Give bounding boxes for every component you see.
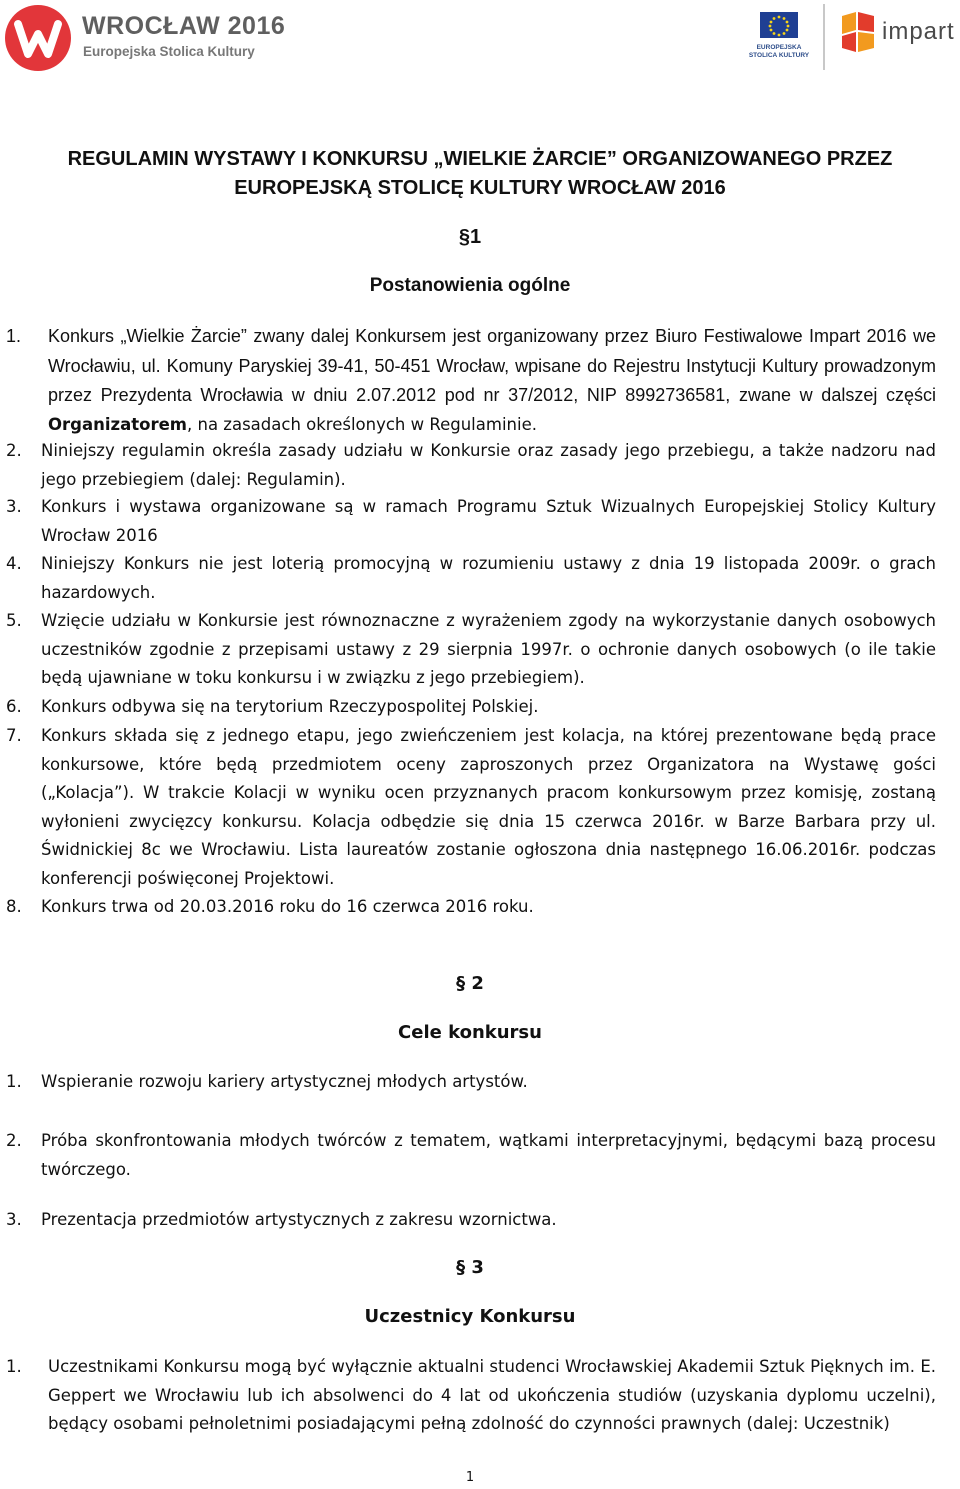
list-item xyxy=(0,322,960,442)
document-title-line1: REGULAMIN WYSTAWY I KONKURSU „WIELKIE ŻARCIE” ORGANIZOWANEGO PRZEZ xyxy=(67,148,893,170)
list-item-text: Konkurs „Wielkie Żarcie” zwany dalej Konkursem jest organizowany przez Biuro Festiwalowe Impart 2016 we Wrocławiu, ul. Komuny Paryskiej 39-41, 50-451 Wrocław, wpisane do Rejestru Instytucji Kultury prowadzonym przez Prezydenta Wrocławia w dniu 2.07.2012 pod nr 37/2012, NIP 8992736581, zwane w dalszej części xyxy=(48,326,936,405)
list-item-number: 2. xyxy=(6,441,22,460)
list-item-number: 5. xyxy=(6,611,22,630)
list-item-number: 1. xyxy=(6,1357,22,1376)
wroclaw-logo-title: WROCŁAW 2016 xyxy=(82,12,286,40)
section-1-number: §1 xyxy=(458,226,482,248)
section-2-title: Cele konkursu xyxy=(398,1022,542,1043)
list-item-text: Konkurs składa się z jednego etapu, jego zwieńczeniem jest kolacja, na której prezentowane będą prace konkursowe, które będą przedmiotem oceny zaproszonych przez Organizatora na Wystawę gości („Kolacja”). W trakcie Kolacji w wyniku ocen przyznanych pracom konkursowym przez komisję, zostaną wyłonieni zwycięzcy konkursu. Kolacja odbędzie się dnia 15 czerwca 2016r. w Barze Barbara przy ul. Świdnickiej 8c we Wrocławiu. Lista laureatów zostanie ogłoszona dnia następnego 16.06.2016r. podczas konferencji poświęconej Projektowi. xyxy=(41,726,936,888)
list-item-number: 4. xyxy=(6,554,22,573)
page-header xyxy=(0,0,960,80)
eu-flag-icon xyxy=(744,10,814,40)
list-item-number: 6. xyxy=(6,697,22,716)
section-3-number: § 3 xyxy=(456,1257,484,1278)
document-title xyxy=(0,145,960,203)
eu-logo-line2: STOLICA KULTURY xyxy=(748,52,810,59)
impart-mark-icon xyxy=(838,10,878,54)
list-item-text: Wzięcie udziału w Konkursie jest równoznaczne z wyrażeniem zgody na wykorzystanie danych osobowych uczestników zgodnie z przepisami ustawy z 29 sierpnia 1997r. o ochronie danych osobowych (o ile takie będą ujawniane w toku konkursu i w związku z jego przebiegiem). xyxy=(41,611,936,687)
list-item-text: Konkurs i wystawa organizowane są w ramach Programu Sztuk Wizualnych Europejskiej Stolicy Kultury Wrocław 2016 xyxy=(41,497,936,545)
list-item-number: 1. xyxy=(6,326,22,346)
wroclaw-2016-logo xyxy=(4,4,286,76)
document-title-line2: EUROPEJSKĄ STOLICĘ KULTURY WROCŁAW 2016 xyxy=(234,177,726,199)
impart-logo-text: impart xyxy=(882,18,955,45)
header-divider xyxy=(823,4,825,70)
list-item-number: 7. xyxy=(6,726,22,745)
list-item-text: Wspieranie rozwoju kariery artystycznej młodych artystów. xyxy=(41,1072,528,1091)
list-item-text: Konkurs odbywa się na terytorium Rzeczypospolitej Polskiej. xyxy=(41,697,539,716)
list-item-number: 1. xyxy=(6,1072,22,1091)
eu-capital-logo xyxy=(744,10,814,60)
section-3-title: Uczestnicy Konkursu xyxy=(364,1306,576,1327)
list-item-number: 8. xyxy=(6,897,22,916)
eu-logo-line1: EUROPEJSKA xyxy=(756,44,802,51)
list-item-text: Niniejszy regulamin określa zasady udziału w Konkursie oraz zasady jego przebiegu, a także nadzoru nad jego przebiegiem (dalej: Regulamin). xyxy=(41,441,936,489)
list-item-text: Niniejszy Konkurs nie jest loterią promocyjną w rozumieniu ustawy z dnia 19 listopada 2009r. o grach hazardowych. xyxy=(41,554,936,602)
wroclaw-logo-subtitle: Europejska Stolica Kultury xyxy=(83,44,255,59)
section-2-number: § 2 xyxy=(456,973,484,994)
list-item-text-after: , na zasadach określonych w Regulaminie. xyxy=(187,414,537,434)
list-item-text: Prezentacja przedmiotów artystycznych z zakresu wzornictwa. xyxy=(41,1210,557,1229)
list-item-text: Uczestnikami Konkursu mogą być wyłącznie aktualni studenci Wrocławskiej Akademii Sztuk Pięknych im. E. Geppert we Wrocławiu lub ich absolwenci do 4 lat od ukończenia studiów (uzyskania dyplomu uczelni), będący osobami pełnoletnimi posiadającymi pełną zdolność do czynności prawnych (dalej: Uczestnik) xyxy=(48,1357,936,1433)
section-1-title: Postanowienia ogólne xyxy=(369,275,571,296)
page-number: 1 xyxy=(465,1470,475,1485)
list-item-number: 3. xyxy=(6,497,22,516)
impart-logo xyxy=(838,10,955,58)
wroclaw-w-icon xyxy=(4,4,72,72)
list-item-number: 3. xyxy=(6,1210,22,1229)
list-item-text: Konkurs trwa od 20.03.2016 roku do 16 czerwca 2016 roku. xyxy=(41,897,534,916)
list-item-number: 2. xyxy=(6,1131,22,1150)
list-item-text: Próba skonfrontowania młodych twórców z tematem, wątkami interpretacyjnymi, będącymi bazą procesu twórczego. xyxy=(41,1131,936,1179)
list-item-bold-term: Organizatorem xyxy=(48,414,187,434)
